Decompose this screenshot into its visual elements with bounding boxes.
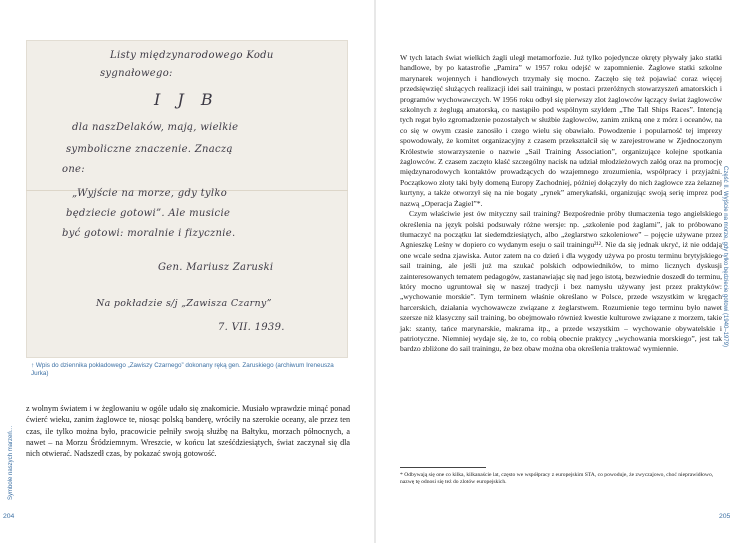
running-head-left: Symbole naszych marzeń… [8,425,14,500]
letter-line: dla naszDelaków, mają, wielkie [72,122,239,133]
page-number-right: 205 [719,513,731,520]
arrow-up-icon: ↑ [31,362,35,369]
letter-line: będziecie gotowi”. Ale musicie [66,208,231,219]
letter-line: sygnałowego: [100,68,173,79]
letter-line: „Wyjście na morze, gdy tylko [72,188,228,199]
letter-line: symboliczne znaczenie. Znaczą [66,144,233,155]
caption-text: Wpis do dziennika pokładowego „Zawiszy Czarnego” dokonany ręką gen. Zaruskiego (archiwum Ireneusza Jurka) [31,362,334,378]
left-page [0,0,374,543]
letter-date: 7. VII. 1939. [218,322,285,333]
paragraph: W tych latach świat wielkich żagli uległ metamorfozie. Już tylko pojedyncze okręty pływały jako statki handlowe, by po katastrofie „Pamira” w 1957 roku odejść w zapomnienie. Żaglowe statki szkolne marynarek wojennych i handlowych trzymały się mocno. Zaczęło się też pojawiać coraz więcej przedsięwzięć służących realizacji idei sail trainingu, w postaci przeróżnych stowarzyszeń amatorskich i programów wychowawczych. W 1956 roku odbył się pierwszy zlot żaglowców łączący świat żaglowców szkolnych z żeglugą amatorską, co nastąpiło pod wspólnym szyldem „The Tall Ships Races”. Intencją tych regat było zgromadzenie pozostałych w służbie żaglowców, zanim znikną one z mórz i oceanów, na co się w owym czasie zanosiło i czego wielu się obawiało. Powodzenie i popularność tej imprezy spowodowały, że komitet organizacyjny z czasem przekształcił się w zarejestrowane w Zjednoczonym Królestwie stowarzyszenie o nazwie „Sail Training Association”, organizujące kolejne spotkania żaglowców. Z czasem zaczęto kłaść szczególny nacisk na udział młodzieżowych załóg oraz na promocję międzynarodowych kontaktów prowadzących do wzajemnego zrozumienia, współpracy i przyjaźni. Początkowo złoty taki były domeną Europy Zachodniej, później dołączyły do nich żaglowce zza żelaznej kurtyny, a także otworzył się na nie bogaty „rynek” amerykański, organizując swoją serię imprez pod nazwą „Operacja Żagiel”*. [400,53,722,208]
letter-line: I J B [154,90,219,109]
running-head-right: Część II. Wyjście na morze, gdy tylko będziecie gotowi (1940–1979) [722,166,728,348]
page-number-left: 204 [3,513,15,520]
right-page [376,0,750,543]
right-body-text [400,53,722,355]
letter-line: Na pokładzie s/j „Zawisza Czarny” [96,298,272,309]
paragraph: Czym właściwie jest ów mityczny sail training? Bezpośrednie próby tłumaczenia tego angielskiego określenia na język polski podsuwały różne wersje: np. „szkolenie pod żaglami”, jak to próbowano tłumaczyć na początku lat siedemdziesiątych, albo „żeglarstwo szkoleniowe” – pojęcie używane przez Agnieszkę Leśny w dopiero co wydanym eseju o sail trainingu²¹². Nie da się jednak ukryć, iż nie oddają one wcale sedna zjawiska. Autor zatem na co dzień i dla wygody używa po prostu terminu brytyjskiego sail training, ale jeśli już ma szukać polskich odpowiedników, to mimo licznych dyskusji zainteresowanych tematem pedagogów, zastanawiając się nad jego istotą, bezwiednie doszedł do terminu, który mocno ugruntował się w naszej tradycji i bez namysłu używany jest przez praktyków: „wychowanie morskie”. Tym terminem właśnie określano w Polsce, przede wszystkim w kręgach harcerskich, działania wychowawcze związane z żeglarstwem. Rozumienie tego terminu było nawet szersze niż klasyczny sail training, bo obejmowało również kwestie kulturowe związane z morzem, takie jak: szanty, tańce marynarskie, makrama itp., a przede wszystkim – wychowanie obywatelskie i patriotyczne. Niemniej wydaje się, że to, co robią obecnie praktycy „wychowania morskiego”, jest tak bardzo zbliżone do sail trainingu, że bez obaw można oba określenia traktować wymiennie. [400,209,722,354]
letter-line: być gotowi: moralnie i fizycznie. [62,228,236,239]
footnote: * Odbywają się one co kilka, kilkanaście lat, często we współpracy z europejskim STA, co powoduje, że zwyczajowo, choć nieprawidłowo, nazwę tę odnosi się też do zlotów europejskich. [400,472,714,486]
footnote-rule [400,467,486,468]
letter-line: Listy międzynarodowego Kodu [110,50,274,61]
left-body-text [26,403,350,459]
letter-photo [26,40,348,358]
photo-caption [31,362,343,379]
paragraph: z wolnym światem i w żeglowaniu w ogóle udało się znakomicie. Musiało wprawdzie minąć ponad ćwierć wieku, zanim żaglowce te, niosąc polską banderę, wróciły na szerokie oceany, ale przez ten czas, ile tylko można było, pracowicie pełniły swoją służbę na Bałtyku, morzach północnych, a nawet – na Morzu Śródziemnym. Wreszcie, w końcu lat sześćdziesiątych, świat zaczynał się dla nich otwierać. Nadszedł czas, by pokazać swoją gotowość. [26,404,350,459]
letter-line: one: [62,164,85,175]
signature: Gen. Mariusz Zaruski [158,262,274,273]
